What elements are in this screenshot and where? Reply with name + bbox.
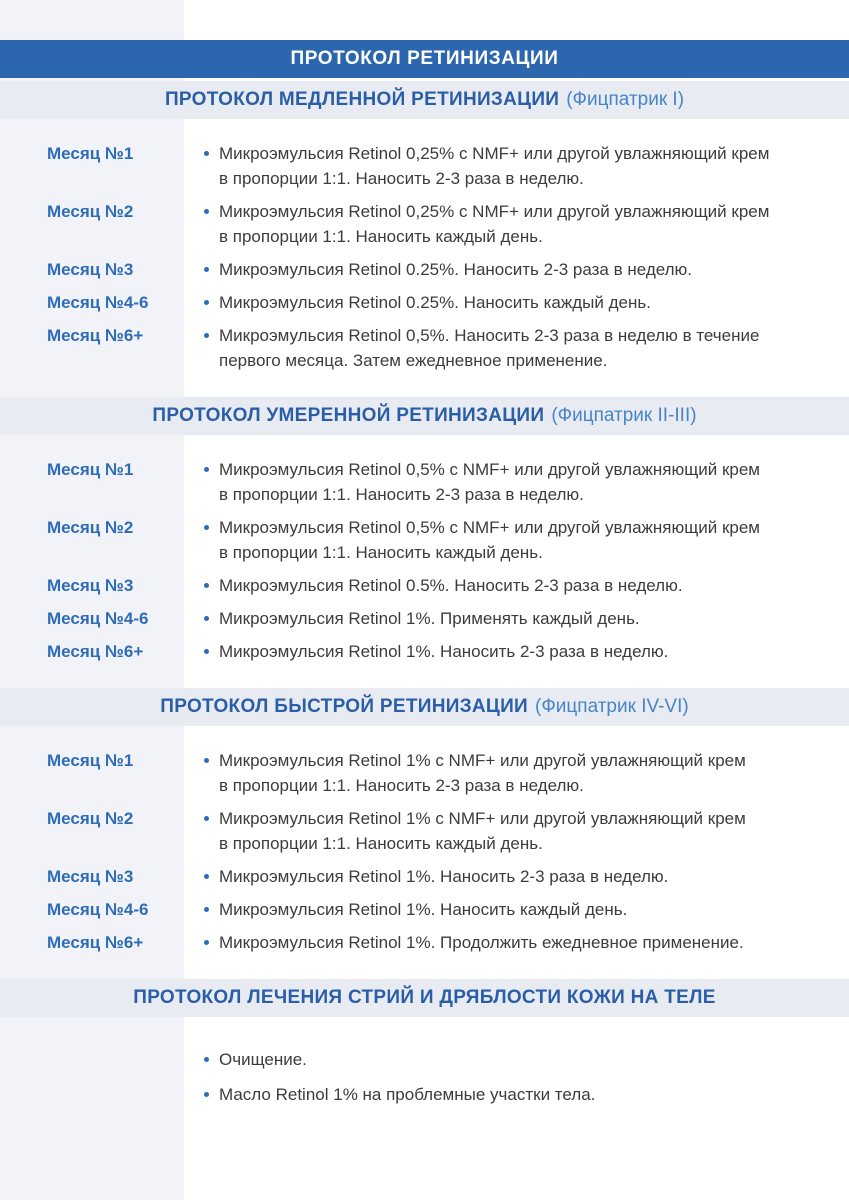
protocol-row (0, 141, 849, 191)
bullet-icon (204, 467, 209, 472)
protocol-row (0, 930, 849, 955)
month-label: Месяц №6+ (47, 933, 144, 952)
protocol-item (204, 897, 819, 922)
protocol-item (204, 257, 819, 282)
protocol-row (0, 257, 849, 282)
protocol-text: Масло Retinol 1% на проблемные участки тела. (219, 1085, 596, 1104)
section-header-body-treatment (0, 979, 849, 1017)
protocol-text: Микроэмульсия Retinol 1%. Продолжить ежедневное применение. (219, 933, 744, 952)
protocol-row (0, 457, 849, 507)
section-body-body-treatment (0, 1017, 849, 1131)
protocol-row (0, 748, 849, 798)
protocol-row (0, 573, 849, 598)
month-label: Месяц №1 (47, 144, 134, 163)
protocol-text: Очищение. (219, 1050, 307, 1069)
protocol-item (204, 323, 819, 373)
protocol-text: Микроэмульсия Retinol 0.25%. Наносить каждый день. (219, 293, 651, 312)
protocol-row (0, 290, 849, 315)
bullet-icon (204, 649, 209, 654)
section-subtitle: (Фицпатрик IV-VI) (535, 696, 689, 717)
bullet-icon (204, 1092, 209, 1097)
section-title: ПРОТОКОЛ УМЕРЕННОЙ РЕТИНИЗАЦИИ (152, 405, 545, 426)
bullet-icon (204, 1057, 209, 1062)
section-subtitle: (Фицпатрик II-III) (551, 405, 697, 426)
protocol-item (204, 1082, 819, 1107)
protocol-row (0, 606, 849, 631)
protocol-item (204, 1047, 819, 1072)
bullet-icon (204, 874, 209, 879)
protocol-text: Микроэмульсия Retinol 0,5% с NMF+ или другой увлажняющий крем в пропорции 1:1. Наносить 2-3 раза в неделю. (219, 460, 760, 504)
bullet-icon (204, 907, 209, 912)
section-title: ПРОТОКОЛ БЫСТРОЙ РЕТИНИЗАЦИИ (160, 696, 529, 717)
section-title: ПРОТОКОЛ МЕДЛЕННОЙ РЕТИНИЗАЦИИ (164, 89, 560, 110)
month-label: Месяц №2 (47, 809, 134, 828)
month-label: Месяц №3 (47, 260, 134, 279)
protocol-item (204, 806, 819, 856)
bullet-icon (204, 816, 209, 821)
protocol-item (204, 748, 819, 798)
section-header-fast-retinization (0, 688, 849, 726)
month-label: Месяц №1 (47, 460, 134, 479)
protocol-text: Микроэмульсия Retinol 1%. Наносить 2-3 раза в неделю. (219, 867, 669, 886)
protocol-row (0, 806, 849, 856)
protocol-item (204, 141, 819, 191)
month-label: Месяц №3 (47, 576, 134, 595)
protocol-item (204, 606, 819, 631)
protocol-row (0, 639, 849, 664)
bullet-icon (204, 151, 209, 156)
protocol-row (0, 897, 849, 922)
month-label: Месяц №1 (47, 751, 134, 770)
month-label: Месяц №6+ (47, 326, 144, 345)
month-label: Месяц №3 (47, 867, 134, 886)
protocol-text: Микроэмульсия Retinol 1%. Наносить каждый день. (219, 900, 628, 919)
protocol-text: Микроэмульсия Retinol 0.5%. Наносить 2-3 раза в неделю. (219, 576, 683, 595)
protocol-item (204, 573, 819, 598)
bullet-icon (204, 616, 209, 621)
protocol-text: Микроэмульсия Retinol 0,5% с NMF+ или другой увлажняющий крем в пропорции 1:1. Наносить каждый день. (219, 518, 760, 562)
bullet-icon (204, 525, 209, 530)
bullet-icon (204, 940, 209, 945)
bullet-icon (204, 209, 209, 214)
bullet-icon (204, 300, 209, 305)
main-title-bar (0, 40, 849, 78)
protocol-text: Микроэмульсия Retinol 0,5%. Наносить 2-3 раза в неделю в течение первого месяца. Затем ежедневное применение. (219, 326, 760, 370)
month-label: Месяц №4-6 (47, 900, 149, 919)
bullet-icon (204, 583, 209, 588)
protocol-item (204, 515, 819, 565)
protocol-row (0, 199, 849, 249)
protocol-row (0, 323, 849, 373)
protocol-text: Микроэмульсия Retinol 1% с NMF+ или другой увлажняющий крем в пропорции 1:1. Наносить каждый день. (219, 809, 746, 853)
protocol-item (204, 290, 819, 315)
section-subtitle: (Фицпатрик I) (566, 89, 685, 110)
section-header-slow-retinization (0, 81, 849, 119)
section-title: ПРОТОКОЛ ЛЕЧЕНИЯ СТРИЙ И ДРЯБЛОСТИ КОЖИ НА ТЕЛЕ (133, 987, 716, 1008)
protocol-item (204, 639, 819, 664)
top-spacer (0, 0, 849, 40)
section-header-moderate-retinization (0, 397, 849, 435)
protocol-row (0, 515, 849, 565)
section-body-fast (0, 726, 849, 979)
bullet-icon (204, 758, 209, 763)
protocol-text: Микроэмульсия Retinol 0.25%. Наносить 2-3 раза в неделю. (219, 260, 693, 279)
bullet-icon (204, 333, 209, 338)
protocol-item (204, 457, 819, 507)
protocol-text: Микроэмульсия Retinol 0,25% с NMF+ или другой увлажняющий крем в пропорции 1:1. Наносить каждый день. (219, 202, 770, 246)
section-body-slow (0, 119, 849, 397)
section-body-moderate (0, 435, 849, 688)
protocol-item (204, 864, 819, 889)
bullet-icon (204, 267, 209, 272)
protocol-text: Микроэмульсия Retinol 1% с NMF+ или другой увлажняющий крем в пропорции 1:1. Наносить 2-3 раза в неделю. (219, 751, 746, 795)
month-label: Месяц №4-6 (47, 293, 149, 312)
protocol-text: Микроэмульсия Retinol 1%. Применять каждый день. (219, 609, 640, 628)
protocol-item (204, 930, 819, 955)
month-label: Месяц №4-6 (47, 609, 149, 628)
month-label: Месяц №6+ (47, 642, 144, 661)
month-label: Месяц №2 (47, 202, 134, 221)
page-title: ПРОТОКОЛ РЕТИНИЗАЦИИ (290, 48, 559, 69)
protocol-text: Микроэмульсия Retinol 1%. Наносить 2-3 раза в неделю. (219, 642, 669, 661)
protocol-row (0, 864, 849, 889)
month-label: Месяц №2 (47, 518, 134, 537)
protocol-text: Микроэмульсия Retinol 0,25% с NMF+ или другой увлажняющий крем в пропорции 1:1. Наносить 2-3 раза в неделю. (219, 144, 770, 188)
protocol-row (0, 1047, 849, 1072)
protocol-item (204, 199, 819, 249)
protocol-row (0, 1082, 849, 1107)
